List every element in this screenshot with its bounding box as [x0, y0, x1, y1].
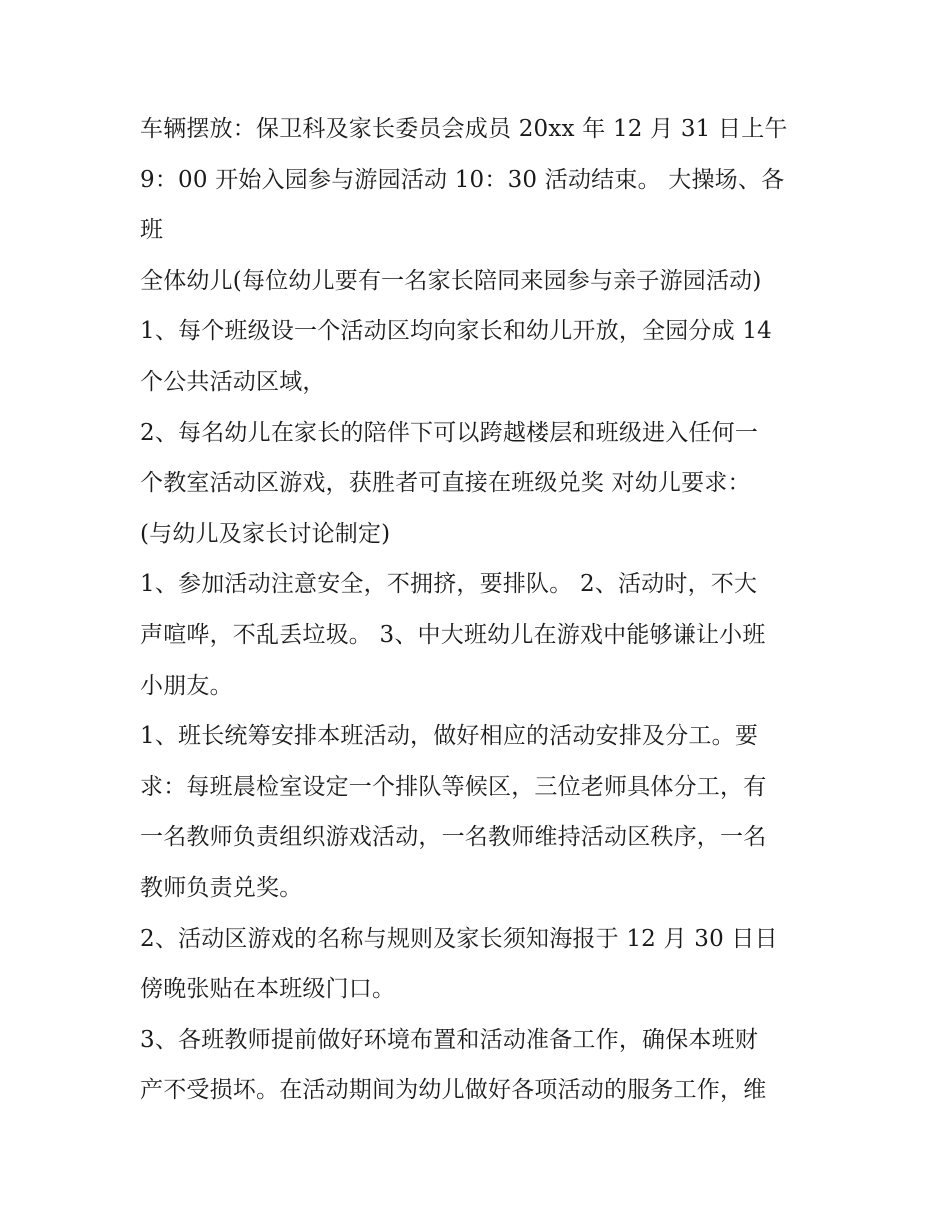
text-line: 产不受损坏。在活动期间为幼儿做好各项活动的服务工作，维: [140, 1077, 767, 1104]
text-line: 个公共活动区域，: [140, 368, 326, 395]
text-line: 1、参加活动注意安全，不拥挤，要排队。 2、活动时，不大: [140, 571, 758, 598]
text-line: 一名教师负责组织游戏活动，一名教师维持活动区秩序，一名: [140, 824, 767, 851]
text-line: 3、各班教师提前做好环境布置和活动准备工作，确保本班财: [140, 1026, 759, 1053]
text-line: 2、活动区游戏的名称与规则及家长须知海报于 12 月 30 日日: [140, 925, 778, 952]
text-line: 车辆摆放：保卫科及家长委员会成员 20xx 年 12 月 31 日上午: [140, 116, 788, 142]
text-line: 1、每个班级设一个活动区均向家长和幼儿开放，全园分成 14: [140, 318, 773, 345]
text-line: 声喧哗，不乱丢垃圾。 3、中大班幼儿在游戏中能够谦让小班: [140, 621, 766, 648]
text-line: 教师负责兑奖。: [140, 874, 303, 901]
text-line: 9：00 开始入园参与游园活动 10：30 活动结束。 大操场、各: [140, 166, 785, 193]
text-line: 1、班长统筹安排本班活动，做好相应的活动安排及分工。要: [140, 723, 759, 750]
text-line: 个教室活动区游戏，获胜者可直接在班级兑奖 对幼儿要求：: [140, 470, 751, 497]
text-line: (与幼儿及家长讨论制定): [140, 520, 391, 547]
text-line: 小朋友。: [140, 672, 233, 699]
text-line: 傍晚张贴在本班级门口。: [140, 976, 396, 1003]
text-line: 班: [140, 217, 164, 244]
text-line: 全体幼儿(每位幼儿要有一名家长陪同来园参与亲子游园活动): [140, 267, 762, 294]
text-line: 求：每班晨检室设定一个排队等候区，三位老师具体分工，有: [140, 773, 767, 800]
document-page: [140, 104, 820, 1116]
text-line: 2、每名幼儿在家长的陪伴下可以跨越楼层和班级进入任何一: [140, 419, 759, 446]
